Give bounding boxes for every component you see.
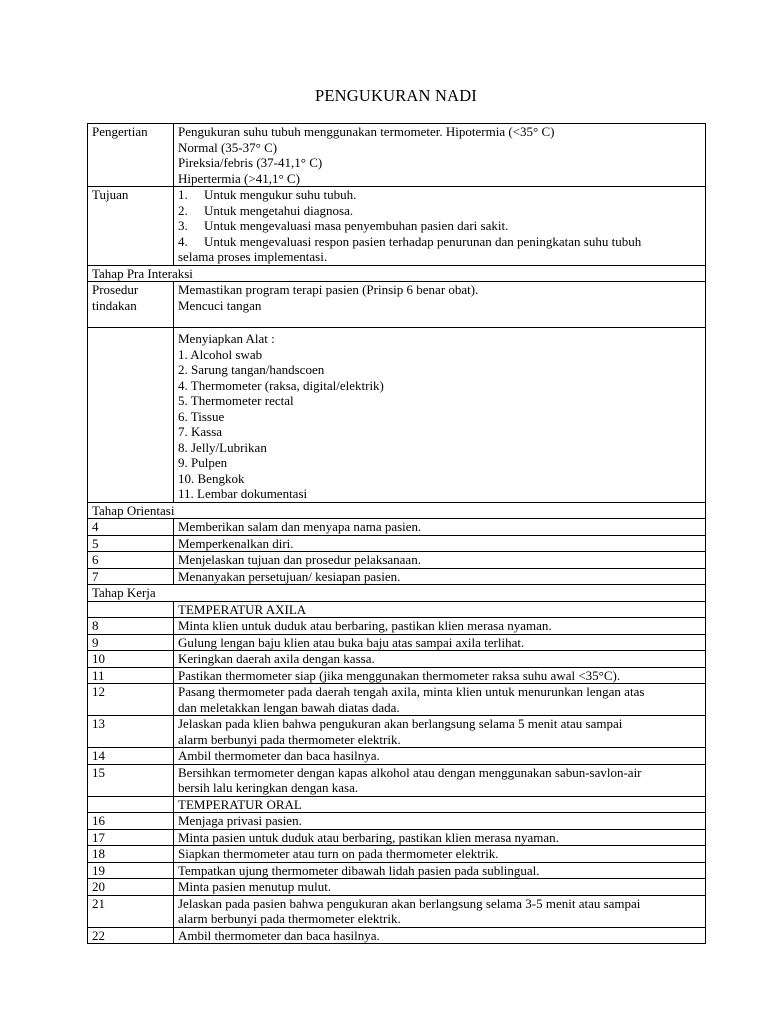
step-text: Memperkenalkan diri. [174,535,706,552]
table-row [88,764,706,796]
table-row [88,927,706,944]
tujuan-item-text: Untuk mengukur suhu tubuh. [204,187,357,202]
table-row [88,568,706,585]
step-line: Jelaskan pada pasien bahwa pengukuran akan berlangsung selama 3-5 menit atau sampai [178,895,641,911]
step-line: Keringkan daerah axila dengan kassa. [178,651,375,666]
step-number: 20 [88,879,174,896]
row-alat [88,328,706,503]
pengertian-line: Hipertermia (>41,1° C) [178,170,300,186]
tujuan-item-number: 4. [178,233,188,249]
prosedur-label-line: tindakan [92,297,137,313]
section-header-orientasi [88,502,706,519]
row-tujuan [88,187,706,266]
step-line: Jelaskan pada klien bahwa pengukuran akan berlangsung selama 5 menit atau sampai [178,716,623,731]
alat-line: 4. Thermometer (raksa, digital/elektrik) [178,377,384,393]
tujuan-item-text: Untuk mengevaluasi respon pasien terhadap penurunan dan peningkatan suhu tubuh [204,233,642,249]
tujuan-item-text: Untuk mengetahui diagnosa. [204,202,354,218]
procedure-table-body [88,124,706,944]
section-header-kerja [88,585,706,602]
step-line: alarm berbunyi pada thermometer elektrik. [178,731,401,747]
tujuan-item-number: 1. [178,187,188,202]
step-number: 14 [88,748,174,765]
prosedur-label-line: Prosedur [92,282,139,297]
step-number: 7 [88,568,174,585]
step-number: 5 [88,535,174,552]
alat-line: 7. Kassa [178,424,223,439]
step-text: Menjelaskan tujuan dan prosedur pelaksanaan. [174,552,706,569]
step-text: Menanyakan persetujuan/ kesiapan pasien. [174,568,706,585]
alat-line: 2. Sarung tangan/handscoen [178,362,325,377]
table-row [88,895,706,927]
pengertian-label: Pengertian [88,124,174,187]
orientasi-header: Tahap Orientasi [88,502,706,519]
tujuan-item-number: 3. [178,218,188,233]
oral-header: TEMPERATUR ORAL [174,796,706,813]
prosedur-line: Mencuci tangan [178,297,262,313]
table-row [88,862,706,879]
step-text [174,829,706,846]
step-text [174,846,706,863]
step-number: 4 [88,519,174,536]
kerja-header: Tahap Kerja [88,585,706,602]
step-number: 12 [88,684,174,716]
step-text [174,667,706,684]
step-line: Bersihkan termometer dengan kapas alkohol atau dengan menggunakan sabun-savlon-air [178,764,642,780]
step-line: bersih lalu keringkan dengan kasa. [178,780,359,795]
row-prosedur [88,282,706,328]
step-line: Tempatkan ujung thermometer dibawah lidah pasien pada sublingual. [178,862,540,878]
step-line: Menjaga privasi pasien. [178,813,302,828]
prosedur-content [174,282,706,328]
table-row [88,748,706,765]
table-row [88,684,706,716]
table-row [88,552,706,569]
tujuan-item-text: Untuk mengevaluasi masa penyembuhan pasien dari sakit. [204,218,509,233]
pengertian-content [174,124,706,187]
table-row [88,716,706,748]
step-text [174,764,706,796]
step-text [174,651,706,668]
step-number: 21 [88,895,174,927]
tujuan-content [174,187,706,266]
tujuan-item-number: 2. [178,202,188,218]
step-number: 11 [88,667,174,684]
step-line: alarm berbunyi pada thermometer elektrik. [178,911,401,926]
table-row [88,829,706,846]
table-row [88,879,706,896]
step-line: Ambil thermometer dan baca hasilnya. [178,927,380,943]
step-line: Pasang thermometer pada daerah tengah axila, minta klien untuk menurunkan lengan atas [178,684,645,699]
step-number: 8 [88,618,174,635]
tujuan-item [178,187,705,203]
document-title: PENGUKURAN NADI [314,86,478,105]
step-text [174,748,706,765]
alat-line: 11. Lembar dokumentasi [178,486,308,501]
step-text [174,862,706,879]
pengertian-line: Pireksia/febris (37-41,1° C) [178,155,323,170]
step-text [174,927,706,944]
alat-line: 9. Pulpen [178,455,228,470]
step-line: Minta klien untuk duduk atau berbaring, pastikan klien merasa nyaman. [178,618,552,633]
alat-line: 5. Thermometer rectal [178,393,294,408]
step-text [174,895,706,927]
prosedur-line: Memastikan program terapi pasien (Prinsip 6 benar obat). [178,282,479,297]
prosedur-label [88,282,174,328]
alat-line: 1. Alcohol swab [178,346,263,362]
step-number: 17 [88,829,174,846]
step-line: Minta pasien untuk duduk atau berbaring, pastikan klien merasa nyaman. [178,829,559,845]
step-text [174,618,706,635]
step-number: 19 [88,862,174,879]
tujuan-label: Tujuan [88,187,174,266]
pengertian-line: Normal (35-37° C) [178,139,278,155]
row-pengertian [88,124,706,187]
section-header-pra-interaksi [88,265,706,282]
alat-line: Menyiapkan Alat : [178,331,275,346]
table-row [88,846,706,863]
alat-line: 8. Jelly/Lubrikan [178,439,267,455]
tujuan-item [178,234,705,250]
tujuan-continuation: selama proses implementasi. [178,249,328,264]
table-row [88,535,706,552]
axila-empty-cell [88,601,174,618]
table-row [88,634,706,651]
step-number: 10 [88,651,174,668]
step-line: Ambil thermometer dan baca hasilnya. [178,748,380,763]
oral-empty-cell [88,796,174,813]
alat-line: 6. Tissue [178,408,225,424]
subsection-oral [88,796,706,813]
alat-empty-cell [88,328,174,503]
step-number: 15 [88,764,174,796]
table-row [88,813,706,830]
table-row [88,519,706,536]
step-number: 6 [88,552,174,569]
tujuan-item [178,203,705,219]
tujuan-item [178,218,705,234]
table-row [88,651,706,668]
table-row [88,618,706,635]
step-text [174,813,706,830]
step-line: dan meletakkan lengan bawah diatas dada. [178,699,400,715]
alat-content [174,328,706,503]
step-text [174,684,706,716]
step-number: 18 [88,846,174,863]
step-line: Siapkan thermometer atau turn on pada thermometer elektrik. [178,846,499,861]
axila-header: TEMPERATUR AXILA [174,601,706,618]
step-text [174,716,706,748]
subsection-axila [88,601,706,618]
step-number: 9 [88,634,174,651]
table-row [88,667,706,684]
step-text [174,879,706,896]
step-number: 22 [88,927,174,944]
step-text: Memberikan salam dan menyapa nama pasien. [174,519,706,536]
step-line: Minta pasien menutup mulut. [178,879,332,894]
step-line: Pastikan thermometer siap (jika menggunakan thermometer raksa suhu awal <35°C). [178,667,621,683]
step-number: 16 [88,813,174,830]
procedure-table [87,123,706,944]
step-text [174,634,706,651]
pengertian-line: Pengukuran suhu tubuh menggunakan termometer. Hipotermia (<35° C) [178,124,555,139]
alat-line: 10. Bengkok [178,470,245,486]
step-number: 13 [88,716,174,748]
pra-interaksi-header: Tahap Pra Interaksi [88,265,706,282]
step-line: Gulung lengan baju klien atau buka baju atas sampai axila terlihat. [178,634,525,650]
